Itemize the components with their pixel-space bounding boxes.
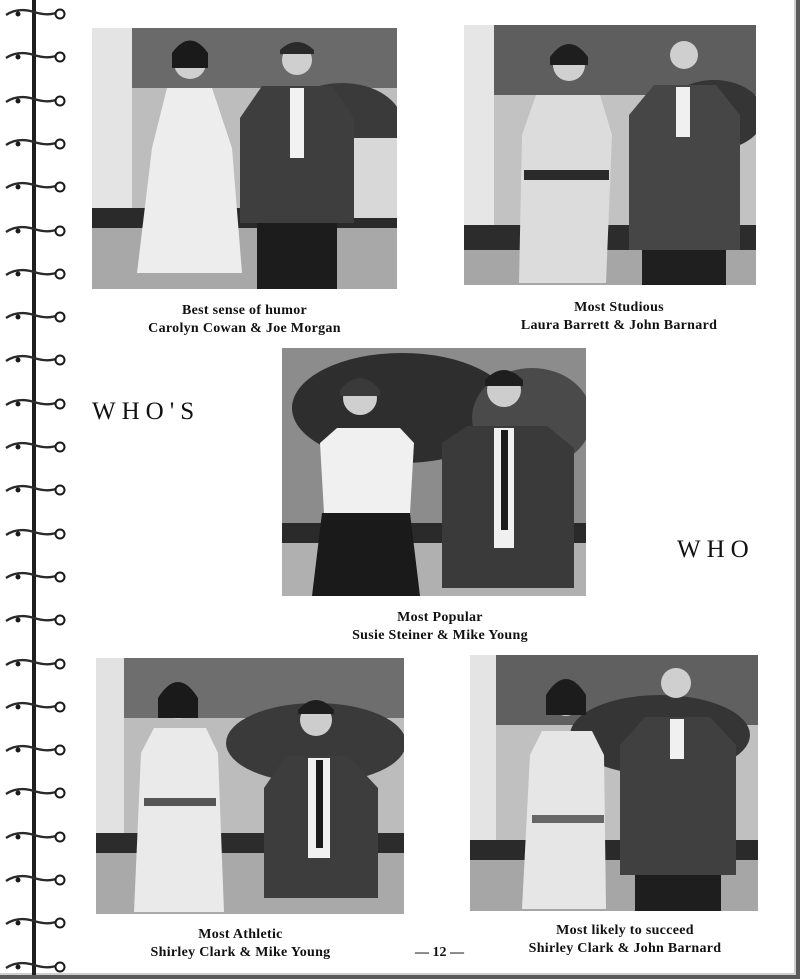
binding-ring — [4, 482, 66, 496]
photo-most-athletic — [96, 658, 404, 914]
binding-ring — [4, 309, 66, 323]
binding-ring — [4, 569, 66, 583]
award-title: Most Athletic — [198, 927, 283, 942]
binding-ring — [4, 439, 66, 453]
award-title: Most likely to succeed — [556, 923, 694, 938]
award-names: Carolyn Cowan & Joe Morgan — [148, 321, 341, 336]
photo-most-likely-to-succeed — [470, 655, 758, 911]
award-names: Susie Steiner & Mike Young — [352, 628, 528, 643]
photo-best-sense-of-humor — [92, 28, 397, 289]
spiral-binding — [0, 0, 70, 975]
heading-whos: WHO'S — [92, 398, 201, 425]
binding-ring — [4, 223, 66, 237]
binding-ring — [4, 93, 66, 107]
binding-ring — [4, 915, 66, 929]
caption-most-athletic — [108, 926, 373, 962]
award-names: Laura Barrett & John Barnard — [520, 318, 718, 333]
binding-ring — [4, 266, 66, 280]
binding-ring — [4, 136, 66, 150]
photo-most-popular — [282, 348, 586, 596]
caption-most-likely-to-succeed — [500, 922, 750, 958]
binding-ring — [4, 785, 66, 799]
award-title: Best sense of humor — [181, 303, 308, 318]
binding-ring — [4, 829, 66, 843]
photo-most-studious — [464, 25, 756, 285]
award-names: Shirley Clark & John Barnard — [528, 941, 722, 956]
binding-ring — [4, 872, 66, 886]
caption-best-sense-of-humor — [92, 302, 397, 338]
binding-ring — [4, 179, 66, 193]
binding-ring — [4, 396, 66, 410]
binding-ring — [4, 352, 66, 366]
caption-most-popular — [282, 609, 598, 645]
award-title: Most Popular — [397, 610, 483, 625]
award-names: Shirley Clark & Mike Young — [150, 945, 331, 960]
binding-ring — [4, 742, 66, 756]
binding-ring — [4, 612, 66, 626]
heading-who: WHO — [677, 536, 755, 563]
binding-ring — [4, 526, 66, 540]
page-number: — 12 — — [415, 945, 464, 960]
award-title: Most Studious — [574, 300, 664, 315]
binding-ring — [4, 699, 66, 713]
caption-most-studious — [464, 299, 774, 335]
binding-ring — [4, 6, 66, 20]
binding-ring — [4, 49, 66, 63]
binding-ring — [4, 656, 66, 670]
binding-ring — [4, 959, 66, 973]
